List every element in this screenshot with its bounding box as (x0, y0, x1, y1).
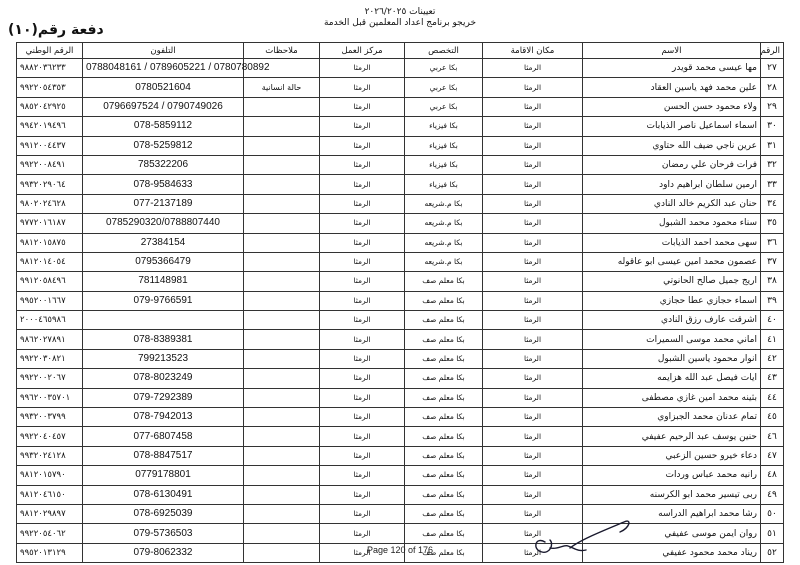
col-header-phone: التلفون (83, 43, 244, 59)
residence-cell: الرمثا (483, 78, 583, 97)
note-cell (244, 427, 320, 446)
table-row (17, 446, 784, 465)
note-cell (244, 252, 320, 271)
national-id-cell: ٢٠٠٠٤٦٥٩٨٦ (17, 311, 83, 330)
workplace-cell: الرمثا (320, 155, 405, 174)
note-cell (244, 349, 320, 368)
workplace-cell: الرمثا (320, 272, 405, 291)
row-number: ٣٨ (761, 272, 784, 291)
residence-cell: الرمثا (483, 252, 583, 271)
row-number: ٥١ (761, 524, 784, 543)
workplace-cell: الرمثا (320, 59, 405, 78)
residence-cell: الرمثا (483, 194, 583, 213)
row-number: ٢٨ (761, 78, 784, 97)
residence-cell: الرمثا (483, 446, 583, 465)
phone-cell: 077-6807458 (83, 427, 244, 446)
specialization-cell: بكا معلم صف (405, 349, 483, 368)
name-cell: ارمين سلطان ابراهيم داود (583, 175, 761, 194)
note-cell (244, 504, 320, 523)
table-row (17, 504, 784, 523)
note-cell (244, 136, 320, 155)
name-cell: حنين يوسف عبد الرحيم عفيفي (583, 427, 761, 446)
note-cell (244, 233, 320, 252)
name-cell: عرين ناجي ضيف الله حتاوي (583, 136, 761, 155)
workplace-cell: الرمثا (320, 214, 405, 233)
note-cell (244, 194, 320, 213)
residence-cell: الرمثا (483, 272, 583, 291)
specialization-cell: بكا م.شريعه (405, 252, 483, 271)
specialization-cell: بكا معلم صف (405, 504, 483, 523)
note-cell (244, 155, 320, 174)
name-cell: اريج جميل صالح الحانوتي (583, 272, 761, 291)
name-cell: اشرقت عارف رزق النادي (583, 311, 761, 330)
national-id-cell: ٩٩٦٢٠٠٣٥٧٠١ (17, 388, 83, 407)
residence-cell: الرمثا (483, 117, 583, 136)
workplace-cell: الرمثا (320, 117, 405, 136)
specialization-cell: بكا م.شريعه (405, 233, 483, 252)
specialization-cell: بكا م.شريعه (405, 194, 483, 213)
specialization-cell: بكا معلم صف (405, 427, 483, 446)
national-id-cell: ٩٩٢٢٠٤٠٤٥٧ (17, 427, 83, 446)
residence-cell: الرمثا (483, 97, 583, 116)
table-row (17, 78, 784, 97)
note-cell: حالة انسانية (244, 78, 320, 97)
row-number: ٣١ (761, 136, 784, 155)
residence-cell: الرمثا (483, 388, 583, 407)
col-header-notes: ملاحظات (244, 43, 320, 59)
national-id-cell: ٩٨١٢٠٢٩٨٩٧ (17, 504, 83, 523)
phone-cell: 781148981 (83, 272, 244, 291)
note-cell (244, 311, 320, 330)
note-cell (244, 408, 320, 427)
name-cell: ولاء محمود حسن الحسن (583, 97, 761, 116)
phone-cell: 785322206 (83, 155, 244, 174)
workplace-cell: الرمثا (320, 408, 405, 427)
residence-cell: الرمثا (483, 330, 583, 349)
note-cell (244, 291, 320, 310)
specialization-cell: بكا معلم صف (405, 446, 483, 465)
phone-cell: 078-5859112 (83, 117, 244, 136)
workplace-cell: الرمثا (320, 524, 405, 543)
specialization-cell: بكا معلم صف (405, 369, 483, 388)
phone-cell: 078-7942013 (83, 408, 244, 427)
workplace-cell: الرمثا (320, 97, 405, 116)
workplace-cell: الرمثا (320, 78, 405, 97)
residence-cell: الرمثا (483, 504, 583, 523)
table-row (17, 369, 784, 388)
specialization-cell: بكا م.شريعه (405, 214, 483, 233)
national-id-cell: ٩٩٤٢٠١٩٤٩٦ (17, 117, 83, 136)
residence-cell: الرمثا (483, 466, 583, 485)
phone-cell: 078-8847517 (83, 446, 244, 465)
note-cell (244, 524, 320, 543)
row-number: ٣٩ (761, 291, 784, 310)
row-number: ٤٢ (761, 349, 784, 368)
specialization-cell: بكا معلم صف (405, 272, 483, 291)
note-cell (244, 485, 320, 504)
specialization-cell: بكا معلم صف (405, 291, 483, 310)
phone-cell: 799213523 (83, 349, 244, 368)
residence-cell: الرمثا (483, 311, 583, 330)
name-cell: بثينه محمد امين غازي مصطفى (583, 388, 761, 407)
phone-cell: 077-2137189 (83, 194, 244, 213)
phone-cell: 27384154 (83, 233, 244, 252)
name-cell: مها عيسى محمد قويدر (583, 59, 761, 78)
table-row (17, 59, 784, 78)
table-row (17, 524, 784, 543)
phone-cell: 0788048161 / 0789605221 / 0780780892 (83, 59, 244, 78)
row-number: ٢٧ (761, 59, 784, 78)
name-cell: اماني محمد موسى السميرات (583, 330, 761, 349)
phone-cell: 0785290320/0788807440 (83, 214, 244, 233)
national-id-cell: ٩٩٥٢٠٠١٦٦٧ (17, 291, 83, 310)
table-row (17, 349, 784, 368)
row-number: ٤٣ (761, 369, 784, 388)
table-row (17, 175, 784, 194)
header-title: تعيينات ٢٠٢٦/٢٠٢٥ (364, 7, 436, 17)
specialization-cell: بكا فيزياء (405, 117, 483, 136)
note-cell (244, 117, 320, 136)
name-cell: روان ايمن موسى عفيفي (583, 524, 761, 543)
table-header-row (17, 43, 784, 59)
workplace-cell: الرمثا (320, 485, 405, 504)
table-row (17, 117, 784, 136)
row-number: ٤٩ (761, 485, 784, 504)
specialization-cell: بكا معلم صف (405, 330, 483, 349)
phone-cell: 0795366479 (83, 252, 244, 271)
table-row (17, 155, 784, 174)
table-row (17, 485, 784, 504)
workplace-cell: الرمثا (320, 349, 405, 368)
table-row (17, 408, 784, 427)
row-number: ٤٦ (761, 427, 784, 446)
row-number: ٥٠ (761, 504, 784, 523)
national-id-cell: ٩٩٢٢٠٠٨٤٩١ (17, 155, 83, 174)
specialization-cell: بكا معلم صف (405, 485, 483, 504)
name-cell: علين محمد فهد ياسين العقاد (583, 78, 761, 97)
note-cell (244, 214, 320, 233)
row-number: ٣٣ (761, 175, 784, 194)
row-number: ٣٠ (761, 117, 784, 136)
row-number: ٣٥ (761, 214, 784, 233)
table-row (17, 291, 784, 310)
national-id-cell: ٩٩٢٢٠٥٤٠٦٢ (17, 524, 83, 543)
name-cell: ريناد محمد محمود عفيفي (583, 543, 761, 562)
phone-cell: 0779178801 (83, 466, 244, 485)
residence-cell: الرمثا (483, 485, 583, 504)
phone-cell: 079-7292389 (83, 388, 244, 407)
workplace-cell: الرمثا (320, 330, 405, 349)
residence-cell: الرمثا (483, 369, 583, 388)
specialization-cell: بكا عربي (405, 59, 483, 78)
row-number: ٣٧ (761, 252, 784, 271)
national-id-cell: ٩٩٥٢٠١٣١٢٩ (17, 543, 83, 562)
specialization-cell: بكا عربي (405, 97, 483, 116)
table-row (17, 252, 784, 271)
note-cell (244, 446, 320, 465)
phone-cell: 079-8062332 (83, 543, 244, 562)
note-cell (244, 97, 320, 116)
specialization-cell: بكا عربي (405, 78, 483, 97)
workplace-cell: الرمثا (320, 446, 405, 465)
phone-cell: 078-8023249 (83, 369, 244, 388)
batch-number: دفعة رقم(١٠) (8, 22, 104, 38)
national-id-cell: ٩٩٣٢٠٢٤١٢٨ (17, 446, 83, 465)
name-cell: فرات فرحان علي رمضان (583, 155, 761, 174)
row-number: ٤٠ (761, 311, 784, 330)
workplace-cell: الرمثا (320, 504, 405, 523)
name-cell: انوار محمود ياسين الشبول (583, 349, 761, 368)
specialization-cell: بكا معلم صف (405, 388, 483, 407)
residence-cell: الرمثا (483, 349, 583, 368)
col-header-workplace: مركز العمل (320, 43, 405, 59)
specialization-cell: بكا معلم صف (405, 543, 483, 562)
col-header-residence: مكان الاقامة (483, 43, 583, 59)
table-row (17, 194, 784, 213)
row-number: ٣٤ (761, 194, 784, 213)
note-cell (244, 369, 320, 388)
workplace-cell: الرمثا (320, 543, 405, 562)
table-row (17, 311, 784, 330)
appointments-table (16, 42, 784, 563)
table-row (17, 427, 784, 446)
workplace-cell: الرمثا (320, 252, 405, 271)
national-id-cell: ٩٩٢٢٠٣٠٨٢١ (17, 349, 83, 368)
national-id-cell: ٩٨٨٢٠٣٦٢٣٣ (17, 59, 83, 78)
name-cell: سناء محمود محمد الشبول (583, 214, 761, 233)
workplace-cell: الرمثا (320, 388, 405, 407)
note-cell (244, 175, 320, 194)
name-cell: سهى محمد احمد الذيابات (583, 233, 761, 252)
workplace-cell: الرمثا (320, 136, 405, 155)
workplace-cell: الرمثا (320, 311, 405, 330)
note-cell (244, 272, 320, 291)
row-number: ٤١ (761, 330, 784, 349)
phone-cell: 078-5259812 (83, 136, 244, 155)
row-number: ٣٦ (761, 233, 784, 252)
national-id-cell: ٩٨٦٢٠٢٧٨٩١ (17, 330, 83, 349)
national-id-cell: ٩٨١٢٠١٥٨٧٥ (17, 233, 83, 252)
name-cell: رانيه محمد عباس وردات (583, 466, 761, 485)
residence-cell: الرمثا (483, 136, 583, 155)
note-cell (244, 466, 320, 485)
residence-cell: الرمثا (483, 524, 583, 543)
note-cell (244, 330, 320, 349)
name-cell: ربى تيسير محمد ابو الكرسنه (583, 485, 761, 504)
national-id-cell: ٩٨١٢٠٤٦١٥٠ (17, 485, 83, 504)
national-id-cell: ٩٩٢٢٠٥٤٣٥٣ (17, 78, 83, 97)
specialization-cell: بكا معلم صف (405, 524, 483, 543)
row-number: ٤٥ (761, 408, 784, 427)
col-header-name: الاسم (583, 43, 761, 59)
name-cell: اسماء اسماعيل ناصر الذيابات (583, 117, 761, 136)
residence-cell: الرمثا (483, 233, 583, 252)
workplace-cell: الرمثا (320, 291, 405, 310)
row-number: ٢٩ (761, 97, 784, 116)
row-number: ٤٧ (761, 446, 784, 465)
page-header (0, 0, 800, 44)
residence-cell: الرمثا (483, 291, 583, 310)
workplace-cell: الرمثا (320, 233, 405, 252)
national-id-cell: ٩٩٣٢٠٠٣٧٩٩ (17, 408, 83, 427)
page-number: Page 120 of 176 (366, 545, 434, 555)
row-number: ٣٢ (761, 155, 784, 174)
residence-cell: الرمثا (483, 543, 583, 562)
specialization-cell: بكا فيزياء (405, 155, 483, 174)
phone-cell: 078-6925039 (83, 504, 244, 523)
workplace-cell: الرمثا (320, 175, 405, 194)
name-cell: ايات فيصل عبد الله هزايمه (583, 369, 761, 388)
table-row (17, 330, 784, 349)
workplace-cell: الرمثا (320, 427, 405, 446)
residence-cell: الرمثا (483, 59, 583, 78)
national-id-cell: ٩٩٣٢٠٢٩٠٦٤ (17, 175, 83, 194)
table-row (17, 272, 784, 291)
name-cell: حنان عبد الكريم خالد النادي (583, 194, 761, 213)
row-number: ٤٤ (761, 388, 784, 407)
national-id-cell: ٩٨٠٢٠٢٤٦٢٨ (17, 194, 83, 213)
residence-cell: الرمثا (483, 175, 583, 194)
workplace-cell: الرمثا (320, 466, 405, 485)
name-cell: رشا محمد ابراهيم الدراسه (583, 504, 761, 523)
col-header-national-id: الرقم الوطني (17, 43, 83, 59)
workplace-cell: الرمثا (320, 369, 405, 388)
phone-cell: 078-6130491 (83, 485, 244, 504)
phone-cell: 0780521604 (83, 78, 244, 97)
specialization-cell: بكا فيزياء (405, 175, 483, 194)
table-row (17, 136, 784, 155)
national-id-cell: ٩٩١٢٠٥٨٤٩٦ (17, 272, 83, 291)
national-id-cell: ٩٨١٢٠١٤٠٥٤ (17, 252, 83, 271)
phone-cell: 078-9584633 (83, 175, 244, 194)
name-cell: تمام عدنان محمد الجبزاوي (583, 408, 761, 427)
national-id-cell: ٩٨٥٢٠٤٢٩٢٥ (17, 97, 83, 116)
table-row (17, 388, 784, 407)
specialization-cell: بكا فيزياء (405, 136, 483, 155)
table-row (17, 214, 784, 233)
phone-cell (83, 311, 244, 330)
national-id-cell: ٩٩٢٢٠٠٢٠٦٧ (17, 369, 83, 388)
phone-cell: 0796697524 / 0790749026 (83, 97, 244, 116)
residence-cell: الرمثا (483, 408, 583, 427)
note-cell (244, 388, 320, 407)
national-id-cell: ٩٧٧٢٠١٦١٨٧ (17, 214, 83, 233)
residence-cell: الرمثا (483, 155, 583, 174)
row-number: ٤٨ (761, 466, 784, 485)
specialization-cell: بكا معلم صف (405, 408, 483, 427)
name-cell: اسماء حجازي عطا حجازي (583, 291, 761, 310)
phone-cell: 079-9766591 (83, 291, 244, 310)
specialization-cell: بكا معلم صف (405, 311, 483, 330)
specialization-cell: بكا معلم صف (405, 466, 483, 485)
residence-cell: الرمثا (483, 214, 583, 233)
phone-cell: 078-8389381 (83, 330, 244, 349)
header-subtitle: خريجو برنامج اعداد المعلمين قبل الخدمة (323, 18, 477, 28)
col-header-number: الرقم (761, 43, 784, 59)
col-header-specialization: التخصص (405, 43, 483, 59)
national-id-cell: ٩٩١٢٠٠٤٤٣٧ (17, 136, 83, 155)
name-cell: عصمون محمد امين عيسى ابو عاقوله (583, 252, 761, 271)
workplace-cell: الرمثا (320, 194, 405, 213)
name-cell: دعاء خيرو حسين الزعبي (583, 446, 761, 465)
phone-cell: 079-5736503 (83, 524, 244, 543)
national-id-cell: ٩٨١٢٠١٥٧٩٠ (17, 466, 83, 485)
table-row (17, 97, 784, 116)
table-row (17, 466, 784, 485)
residence-cell: الرمثا (483, 427, 583, 446)
row-number: ٥٢ (761, 543, 784, 562)
table-row (17, 233, 784, 252)
